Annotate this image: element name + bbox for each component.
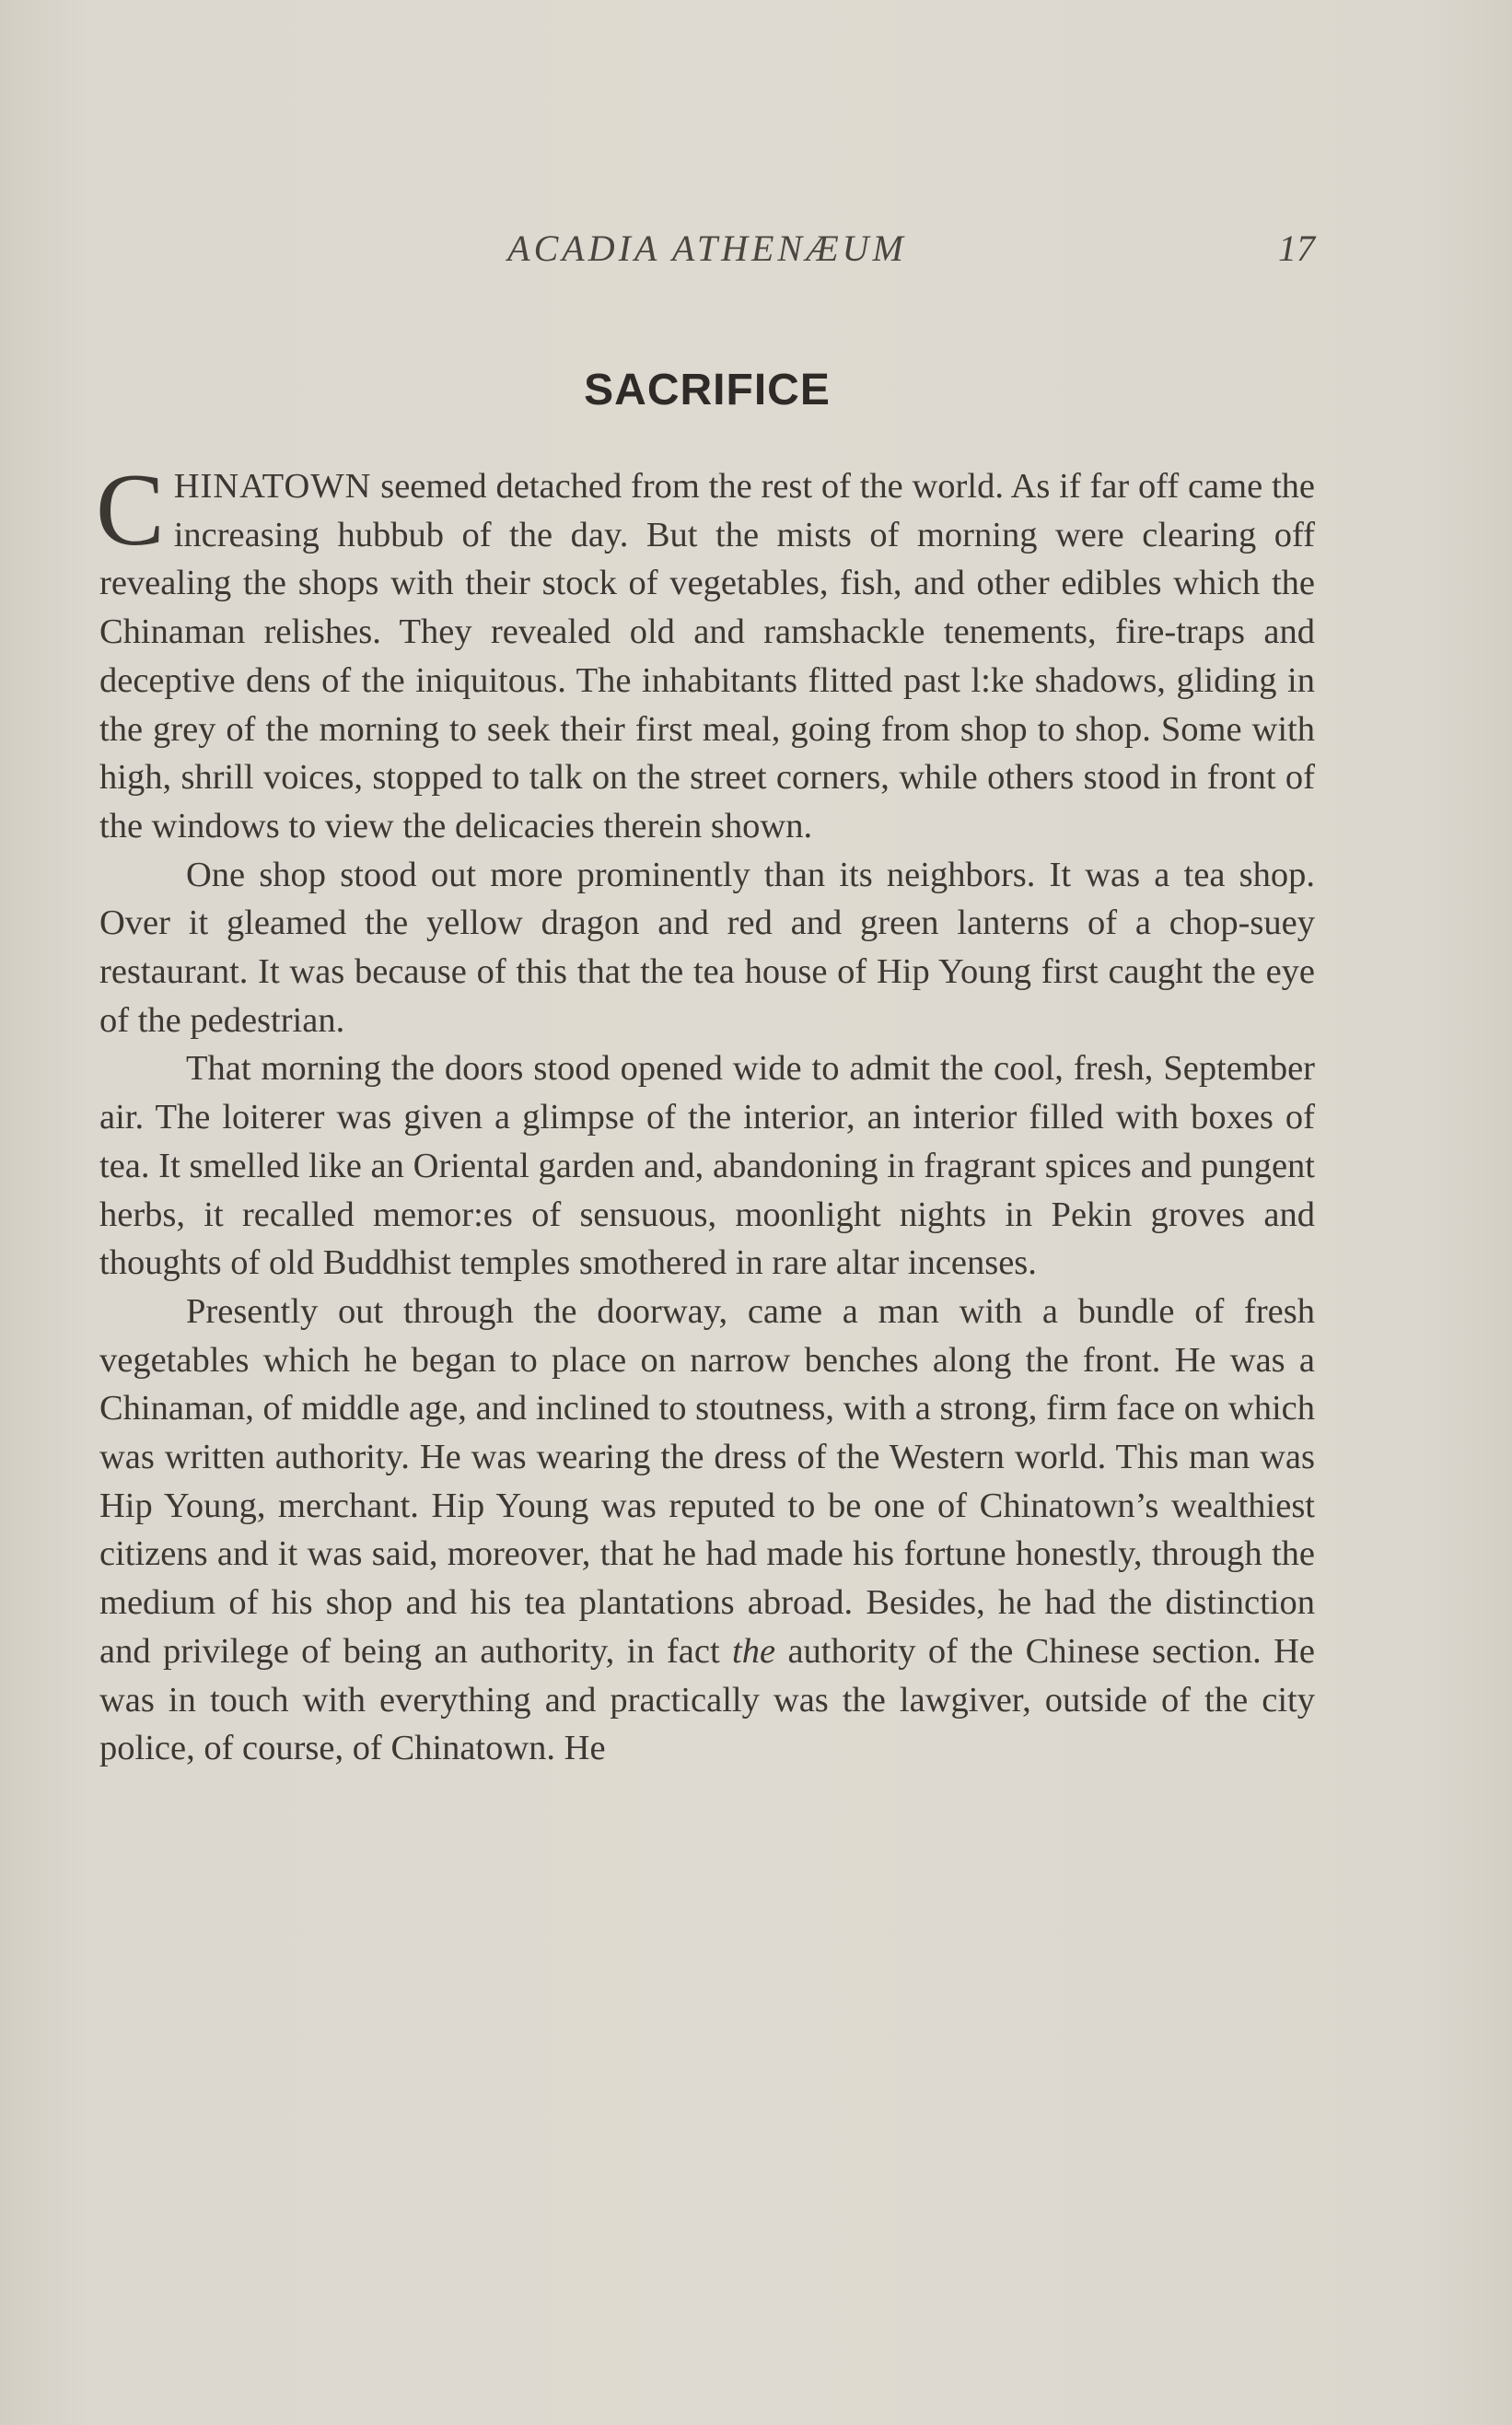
running-head bbox=[99, 227, 1315, 282]
paragraph-1 bbox=[96, 453, 1315, 851]
opening-word: HINATOWN bbox=[173, 467, 372, 506]
drop-cap: C bbox=[96, 453, 165, 567]
paragraph-2: One shop stood out more prominently than its neighbors. It was a tea shop. Over it gleamed the yellow dragon and red and green lanterns of a chop-suey restaurant. It was because of this that the tea house of Hip Young first caught the eye of the pedestrian. bbox=[99, 855, 1315, 1040]
paragraph-4 bbox=[99, 1288, 1315, 1773]
article-body bbox=[96, 453, 1315, 1773]
paragraph-4-italic: the bbox=[732, 1631, 776, 1671]
paragraph-3: That morning the doors stood opened wide to admit the cool, fresh, September air. The loiterer was given a glimpse of the interior, an interior filled with boxes of tea. It smelled like an Oriental garden and, abandoning in fragrant spices and pungent herbs, it recalled memor:es of sensuous, moonlight nights in Pekin groves and thoughts of old Buddhist temples smothered in rare altar incenses. bbox=[99, 1049, 1315, 1283]
paragraph-4-text-a: Presently out through the doorway, came a man with a bundle of fresh vegetables which he began to place on narrow benches along the front. He was a Chinaman, of middle age, and inclined to stoutness, with a strong, firm face on which was written authority. He was wearing the dress of the Western world. This man was Hip Young, merchant. Hip Young was reputed to be one of Chinatown’s wealthiest citizens and it was said, moreover, that he had made his fortune honestly, through the medium of his shop and his tea plantations abroad. Besides, he had the distinction and privilege of being an authority, in fact bbox=[99, 1291, 1315, 1671]
article-title: SACRIFICE bbox=[584, 366, 831, 414]
running-title: ACADIA ATHENÆUM bbox=[507, 227, 907, 269]
paragraph-4-text-b: authority of the Chinese section. He was in touch with everything and practically was the lawgiver, outside of the city police, of course, of Chinatown. He bbox=[99, 1631, 1315, 1768]
paragraph-1-text: seemed detached from the rest of the world. As if far off came the increasing hubbub of the day. But the mists of morning were clearing off revealing the shops with their stock of vegetables, fish, and other edibles which the Chinaman relishes. They revealed old and ramshackle tenements, fire-traps and deceptive dens of the iniquitous. The inhabitants flitted past l:ke shadows, gliding in the grey of the morning to seek their first meal, going from shop to shop. Some with high, shrill voices, stopped to talk on the street corners, while others stood in front of the windows to view the delicacies therein shown. bbox=[99, 467, 1315, 845]
page-number: 17 bbox=[1278, 227, 1315, 269]
